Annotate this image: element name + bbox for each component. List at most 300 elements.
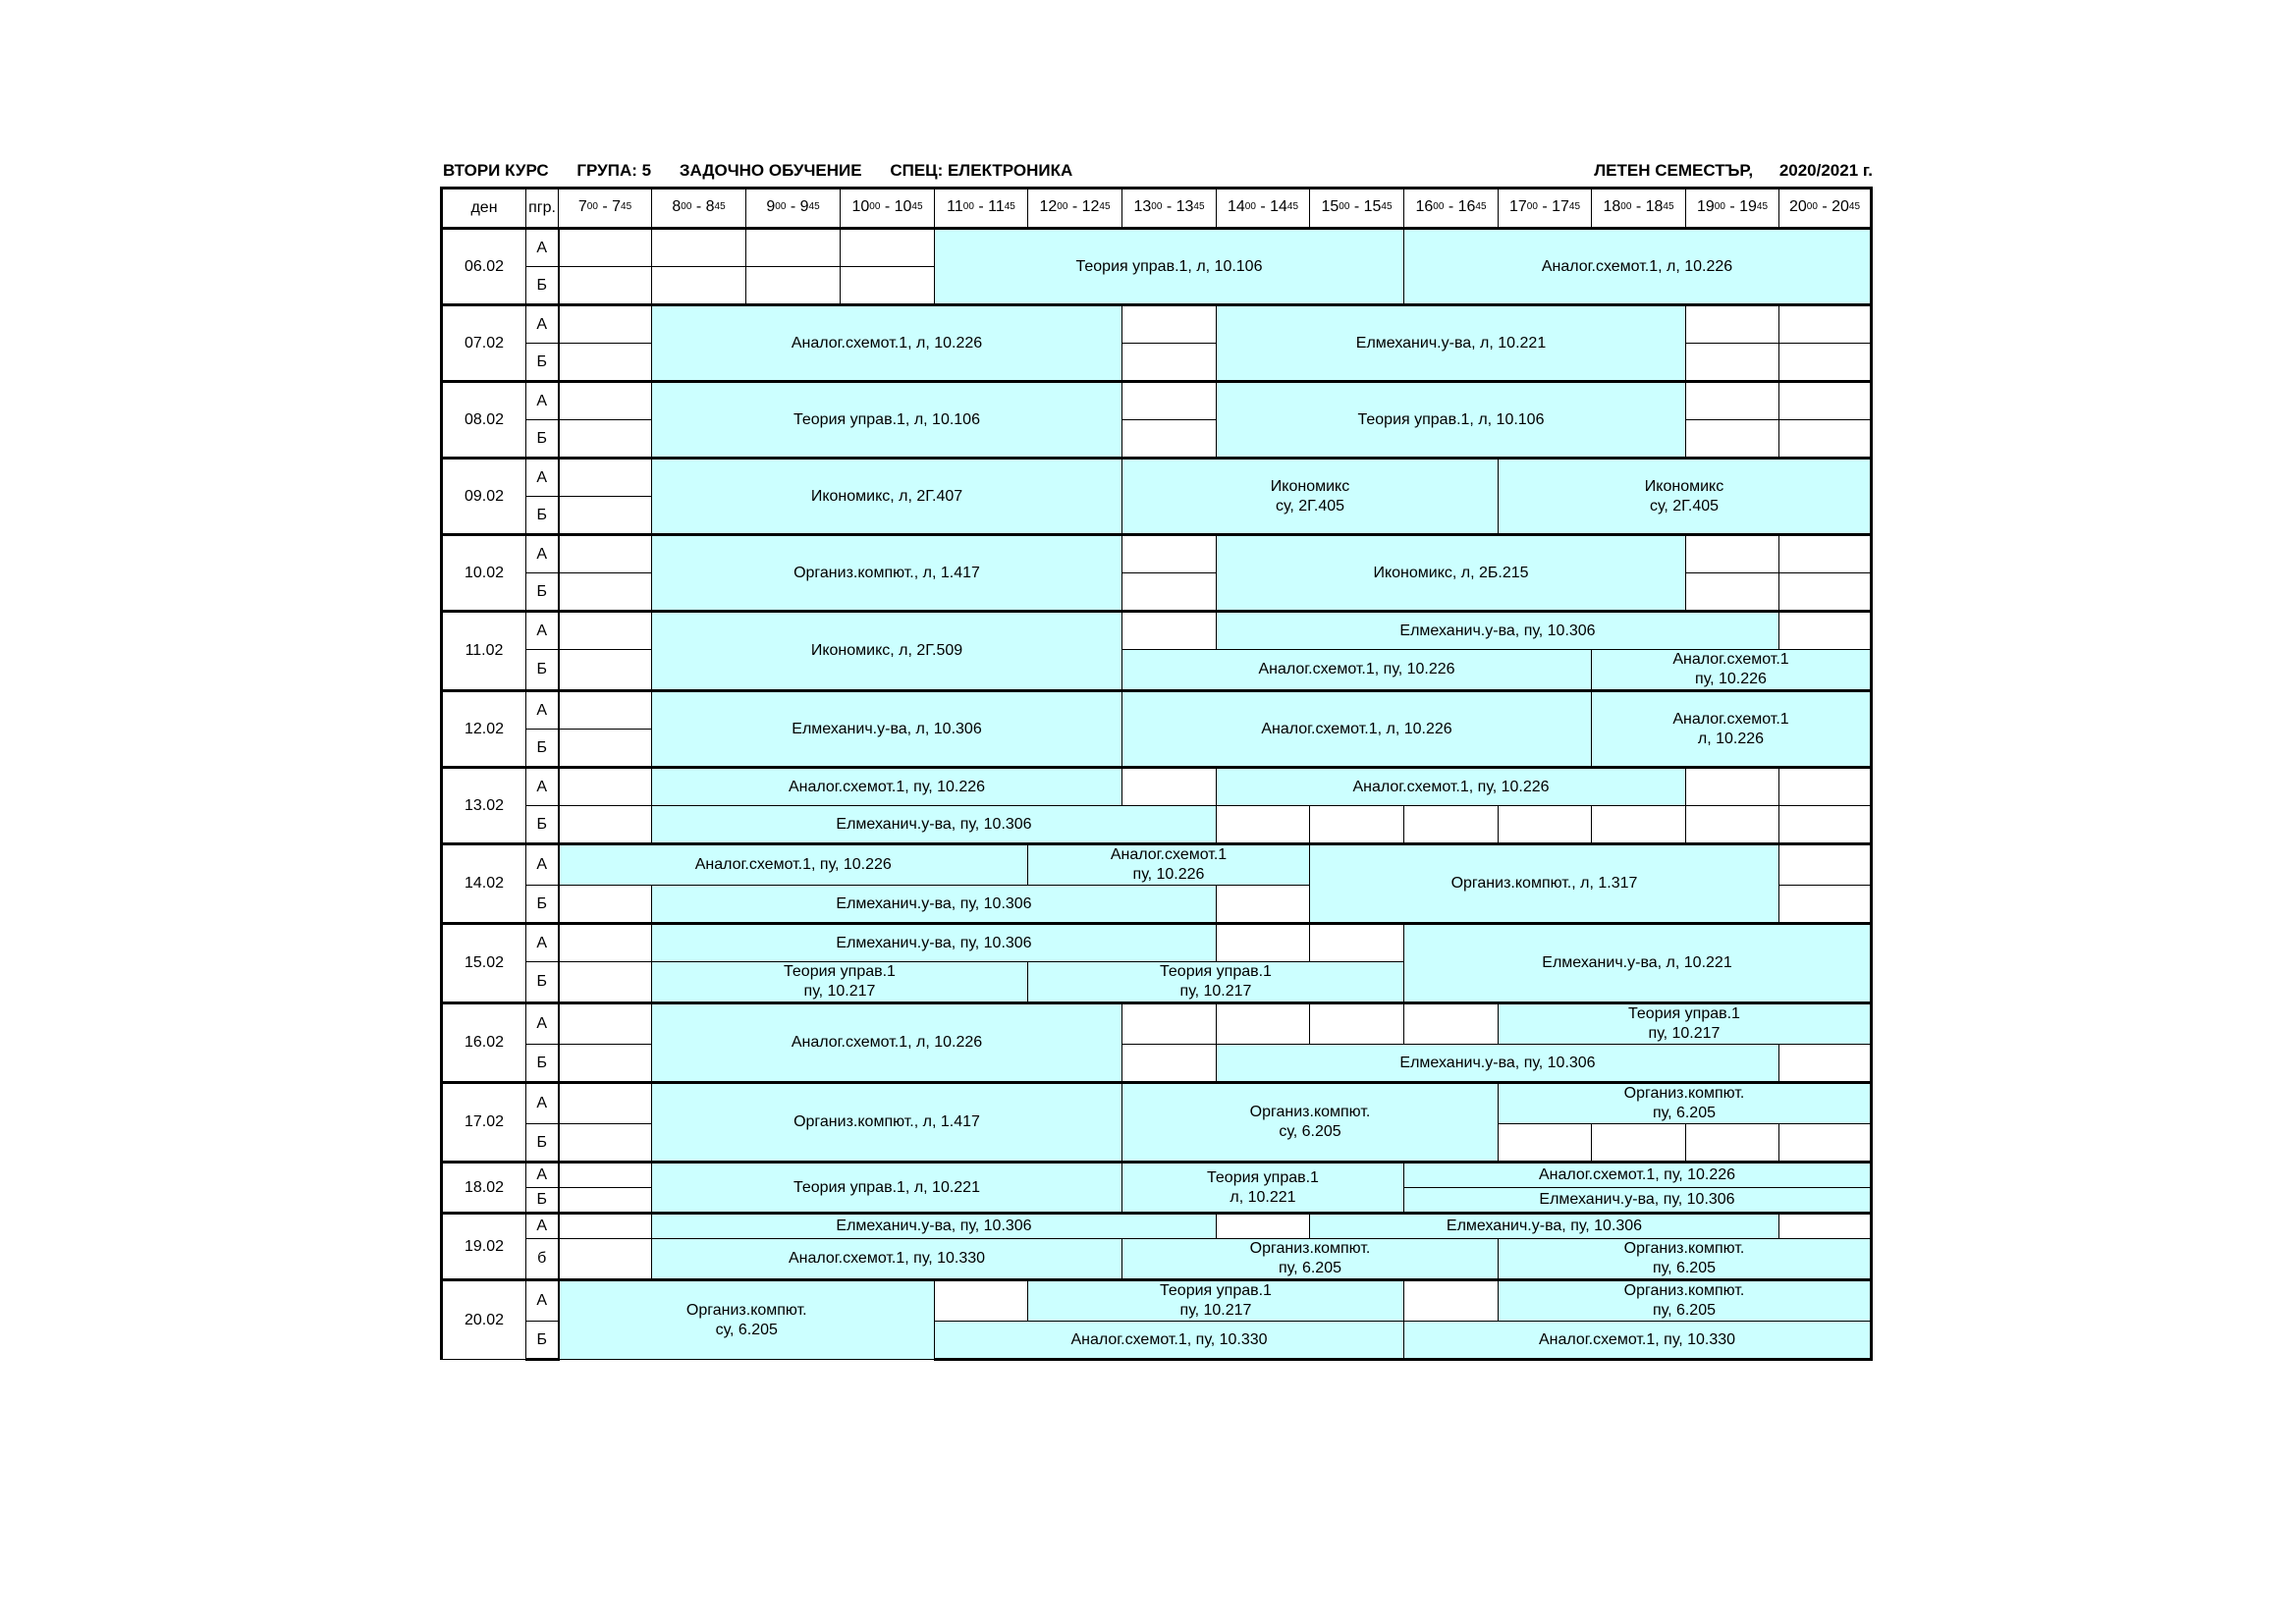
- time-minute: 00: [1714, 201, 1725, 212]
- event-room: л, 10.226: [1697, 730, 1765, 747]
- event-title: Организ.компют.: [685, 1301, 807, 1319]
- specialty-label: СПЕЦ: ЕЛЕКТРОНИКА: [890, 161, 1073, 180]
- event-title: Теория управ.1: [784, 963, 896, 980]
- empty-slot: [559, 267, 652, 305]
- time-minute: 00: [1057, 201, 1068, 212]
- empty-slot: [559, 612, 652, 650]
- time-separator: -: [1817, 198, 1832, 215]
- time-hour: 7: [577, 198, 587, 215]
- empty-slot: [1779, 305, 1872, 344]
- class-event: [652, 806, 1217, 844]
- empty-slot: [1779, 806, 1872, 844]
- subgroup-label: Б: [526, 1124, 559, 1163]
- time-minute: 45: [1568, 201, 1581, 212]
- day-date: 10.02: [442, 535, 526, 612]
- time-minute: 00: [1526, 201, 1538, 212]
- time-hour: 16: [1457, 198, 1476, 215]
- event-room: су, 6.205: [715, 1321, 778, 1338]
- empty-slot: [1779, 768, 1872, 806]
- empty-slot: [559, 1214, 652, 1239]
- time-hour: 20: [1788, 198, 1807, 215]
- empty-slot: [652, 229, 746, 267]
- day-date: 11.02: [442, 612, 526, 691]
- day-date: 17.02: [442, 1083, 526, 1163]
- subgroup-label: б: [526, 1239, 559, 1280]
- event-title: Елмеханич.у-ва, пу, 10.306: [1399, 622, 1596, 639]
- empty-slot: [559, 1003, 652, 1045]
- empty-slot: [1779, 344, 1872, 382]
- time-minute: 45: [911, 201, 923, 212]
- time-slot-header: [559, 189, 652, 229]
- time-hour: 11: [988, 198, 1005, 215]
- subgroup-column-header: пгр.: [526, 189, 559, 229]
- event-title: Елмеханич.у-ва, пу, 10.306: [1446, 1218, 1643, 1234]
- empty-slot: [1122, 573, 1217, 612]
- subgroup-label: А: [526, 691, 559, 730]
- time-hour: 13: [1133, 198, 1152, 215]
- class-event: [1217, 535, 1686, 612]
- day-row-a: [442, 691, 1872, 730]
- day-row-a: [442, 1003, 1872, 1045]
- event-title: Организ.компют.: [1249, 1240, 1371, 1257]
- event-title: Икономикс, л, 2Г.509: [810, 642, 963, 659]
- event-title: Аналог.схемот.1, пу, 10.226: [1352, 778, 1550, 795]
- event-title: Аналог.схемот.1, л, 10.226: [791, 334, 983, 352]
- header-right: [1572, 161, 1873, 181]
- time-minute: 45: [1663, 201, 1674, 212]
- empty-slot: [1779, 844, 1872, 886]
- event-title: Икономикс, л, 2Б.215: [1373, 564, 1529, 581]
- empty-slot: [559, 730, 652, 768]
- time-separator: -: [1444, 198, 1458, 215]
- class-event: [1122, 459, 1499, 535]
- time-hour: 19: [1739, 198, 1757, 215]
- empty-slot: [559, 924, 652, 962]
- class-event: [1122, 1163, 1404, 1214]
- empty-slot: [1122, 305, 1217, 344]
- class-event: [1217, 768, 1686, 806]
- semester-label: ЛЕТЕН СЕМЕСТЪР,: [1594, 161, 1754, 180]
- time-minute: 45: [1004, 201, 1015, 212]
- empty-slot: [559, 344, 652, 382]
- subgroup-label: Б: [526, 344, 559, 382]
- event-title: Теория управ.1, л, 10.221: [793, 1178, 980, 1196]
- subgroup-label: А: [526, 844, 559, 886]
- day-date: 20.02: [442, 1280, 526, 1360]
- class-event: [1499, 1003, 1872, 1045]
- time-minute: 45: [621, 201, 632, 212]
- event-room: пу, 10.217: [1648, 1025, 1721, 1042]
- day-date: 06.02: [442, 229, 526, 305]
- subgroup-label: Б: [526, 886, 559, 924]
- day-date: 07.02: [442, 305, 526, 382]
- subgroup-label: А: [526, 535, 559, 573]
- day-row-a: [442, 612, 1872, 650]
- empty-slot: [1779, 612, 1872, 650]
- time-minute: 00: [681, 201, 692, 212]
- time-hour: 11: [947, 198, 963, 215]
- day-date: 18.02: [442, 1163, 526, 1214]
- subgroup-label: Б: [526, 420, 559, 459]
- class-event: [1499, 1239, 1872, 1280]
- empty-slot: [559, 573, 652, 612]
- event-title: Теория управ.1: [1160, 963, 1272, 980]
- empty-slot: [1686, 806, 1779, 844]
- class-event: [652, 1239, 1122, 1280]
- event-title: Аналог.схемот.1, пу, 10.330: [1538, 1330, 1736, 1348]
- time-slot-header: [1217, 189, 1310, 229]
- event-room: пу, 10.217: [803, 983, 876, 1000]
- event-title: Аналог.схемот.1, пу, 10.226: [1538, 1166, 1736, 1183]
- event-title: Икономикс: [1270, 477, 1350, 495]
- day-date: 08.02: [442, 382, 526, 459]
- event-room: су, 2Г.405: [1275, 497, 1345, 514]
- empty-slot: [1686, 305, 1779, 344]
- event-title: Елмеханич.у-ва, л, 10.306: [792, 720, 982, 737]
- time-hour: 16: [1415, 198, 1434, 215]
- empty-slot: [1217, 924, 1310, 962]
- event-title: Теория управ.1: [1207, 1168, 1319, 1186]
- empty-slot: [1779, 382, 1872, 420]
- event-title: Теория управ.1: [1160, 1282, 1272, 1299]
- event-room: пу, 6.205: [1653, 1302, 1716, 1319]
- class-event: [652, 1214, 1217, 1239]
- day-row-a: [442, 305, 1872, 344]
- time-hour: 18: [1603, 198, 1621, 215]
- empty-slot: [1122, 535, 1217, 573]
- empty-slot: [1779, 1045, 1872, 1083]
- time-slot-header: [1028, 189, 1122, 229]
- class-event: [1122, 1239, 1499, 1280]
- class-event: [1217, 1045, 1779, 1083]
- empty-slot: [1122, 420, 1217, 459]
- time-slot-header: [1404, 189, 1499, 229]
- day-date: 16.02: [442, 1003, 526, 1083]
- empty-slot: [1404, 1003, 1499, 1045]
- study-mode-label: ЗАДОЧНО ОБУЧЕНИЕ: [679, 161, 862, 180]
- day-row-a: [442, 1214, 1872, 1239]
- time-hour: 9: [799, 198, 809, 215]
- empty-slot: [559, 886, 652, 924]
- time-separator: -: [973, 198, 989, 215]
- empty-slot: [559, 1045, 652, 1083]
- event-title: Елмеханич.у-ва, л, 10.221: [1355, 334, 1547, 352]
- time-hour: 17: [1552, 198, 1569, 215]
- empty-slot: [1779, 573, 1872, 612]
- subgroup-label: Б: [526, 1322, 559, 1360]
- day-row-a: [442, 229, 1872, 267]
- class-event: [652, 305, 1122, 382]
- subgroup-label: А: [526, 1163, 559, 1188]
- event-room: пу, 10.217: [1179, 1302, 1252, 1319]
- event-title: Аналог.схемот.1, л, 10.226: [791, 1034, 983, 1051]
- day-date: 19.02: [442, 1214, 526, 1280]
- event-title: Организ.компют.: [1249, 1104, 1371, 1120]
- empty-slot: [559, 768, 652, 806]
- empty-slot: [1122, 768, 1217, 806]
- empty-slot: [935, 1280, 1028, 1322]
- time-separator: -: [691, 198, 706, 215]
- day-date: 09.02: [442, 459, 526, 535]
- class-event: [652, 612, 1122, 691]
- group-label: ГРУПА: 5: [576, 161, 652, 180]
- empty-slot: [559, 305, 652, 344]
- empty-slot: [1686, 1124, 1779, 1163]
- event-room: пу, 6.205: [1279, 1260, 1341, 1276]
- time-hour: 18: [1645, 198, 1664, 215]
- event-title: Аналог.схемот.1, л, 10.226: [1541, 257, 1733, 275]
- time-minute: 45: [1099, 201, 1111, 212]
- day-row-a: [442, 1083, 1872, 1124]
- event-title: Елмеханич.у-ва, л, 10.221: [1542, 954, 1732, 971]
- event-title: Аналог.схемот.1, л, 10.226: [1261, 720, 1452, 737]
- subgroup-label: А: [526, 1003, 559, 1045]
- event-title: Аналог.схемот.1, пу, 10.226: [1258, 661, 1455, 677]
- day-date: 14.02: [442, 844, 526, 924]
- time-slot-header: [1592, 189, 1686, 229]
- event-title: Аналог.схемот.1: [1110, 846, 1228, 863]
- day-row-a: [442, 768, 1872, 806]
- day-row-a: [442, 924, 1872, 962]
- subgroup-label: А: [526, 612, 559, 650]
- time-minute: 00: [1244, 201, 1256, 212]
- event-title: Организ.компют.: [1623, 1282, 1745, 1299]
- empty-slot: [559, 382, 652, 420]
- class-event: [652, 1163, 1122, 1214]
- empty-slot: [1592, 806, 1686, 844]
- empty-slot: [559, 691, 652, 730]
- event-title: Аналог.схемот.1: [1672, 710, 1789, 728]
- subgroup-label: А: [526, 924, 559, 962]
- event-title: Теория управ.1, л, 10.106: [1075, 257, 1263, 275]
- empty-slot: [559, 962, 652, 1003]
- class-event: [1404, 1188, 1872, 1214]
- event-room: пу, 10.226: [1132, 866, 1205, 883]
- time-minute: 00: [1339, 201, 1350, 212]
- day-date: 13.02: [442, 768, 526, 844]
- empty-slot: [559, 1239, 652, 1280]
- event-title: Елмеханич.у-ва, пу, 10.306: [1539, 1191, 1735, 1208]
- event-title: Теория управ.1, л, 10.106: [793, 410, 980, 428]
- subgroup-label: Б: [526, 1188, 559, 1214]
- empty-slot: [559, 229, 652, 267]
- subgroup-label: А: [526, 459, 559, 497]
- day-row-a: [442, 459, 1872, 497]
- empty-slot: [1122, 1045, 1217, 1083]
- empty-slot: [1122, 344, 1217, 382]
- empty-slot: [1404, 1280, 1499, 1322]
- event-title: Елмеханич.у-ва, пу, 10.306: [836, 894, 1032, 912]
- empty-slot: [1310, 924, 1404, 962]
- empty-slot: [559, 806, 652, 844]
- time-separator: -: [1162, 198, 1176, 215]
- empty-slot: [1404, 806, 1499, 844]
- empty-slot: [559, 497, 652, 535]
- time-hour: 7: [612, 198, 622, 215]
- class-event: [652, 1083, 1122, 1163]
- class-event: [1404, 229, 1872, 305]
- class-event: [1499, 1280, 1872, 1322]
- class-event: [1217, 305, 1686, 382]
- empty-slot: [1779, 420, 1872, 459]
- empty-slot: [1499, 1124, 1592, 1163]
- event-title: Теория управ.1: [1628, 1005, 1740, 1022]
- subgroup-label: А: [526, 305, 559, 344]
- event-room: пу, 10.226: [1695, 671, 1767, 687]
- empty-slot: [746, 229, 841, 267]
- class-event: [1499, 459, 1872, 535]
- empty-slot: [1217, 886, 1310, 924]
- time-minute: 45: [1193, 201, 1205, 212]
- day-row-a: [442, 535, 1872, 573]
- time-minute: 45: [714, 201, 726, 212]
- day-row-a: [442, 844, 1872, 886]
- empty-slot: [746, 267, 841, 305]
- time-separator: -: [880, 198, 895, 215]
- day-date: 12.02: [442, 691, 526, 768]
- empty-slot: [1217, 806, 1310, 844]
- time-minute: 00: [586, 201, 598, 212]
- class-event: [652, 886, 1217, 924]
- empty-slot: [652, 267, 746, 305]
- class-event: [652, 691, 1122, 768]
- class-event: [652, 768, 1122, 806]
- time-slot-header: [1499, 189, 1592, 229]
- time-hour: 8: [672, 198, 682, 215]
- time-slot-header: [746, 189, 841, 229]
- time-slot-header: [1122, 189, 1217, 229]
- time-hour: 15: [1363, 198, 1382, 215]
- event-room: су, 2Г.405: [1649, 497, 1720, 514]
- subgroup-label: Б: [526, 806, 559, 844]
- subgroup-label: А: [526, 382, 559, 420]
- class-event: [1404, 1322, 1872, 1360]
- time-slot-header: [1779, 189, 1872, 229]
- class-event: [1028, 1280, 1404, 1322]
- schedule-header: [443, 161, 1873, 183]
- class-event: [1310, 844, 1779, 924]
- event-room: пу, 10.217: [1179, 983, 1252, 1000]
- time-hour: 10: [851, 198, 870, 215]
- empty-slot: [559, 1083, 652, 1124]
- day-row-a: [442, 1163, 1872, 1188]
- day-row-a: [442, 382, 1872, 420]
- class-event: [1592, 691, 1872, 768]
- time-hour: 15: [1321, 198, 1339, 215]
- event-room: пу, 6.205: [1653, 1260, 1716, 1276]
- event-title: Елмеханич.у-ва, пу, 10.306: [836, 934, 1032, 951]
- empty-slot: [559, 459, 652, 497]
- empty-slot: [1686, 535, 1779, 573]
- class-event: [652, 459, 1122, 535]
- empty-slot: [841, 229, 935, 267]
- subgroup-label: Б: [526, 497, 559, 535]
- empty-slot: [559, 1163, 652, 1188]
- time-minute: 45: [1756, 201, 1769, 212]
- time-hour: 14: [1270, 198, 1287, 215]
- class-event: [935, 229, 1404, 305]
- empty-slot: [1686, 573, 1779, 612]
- empty-slot: [1779, 535, 1872, 573]
- time-hour: 9: [766, 198, 776, 215]
- time-separator: -: [1724, 198, 1740, 215]
- event-title: Елмеханич.у-ва, пу, 10.306: [836, 815, 1032, 833]
- empty-slot: [1779, 1214, 1872, 1239]
- event-title: Организ.компют., л, 1.417: [793, 564, 980, 581]
- time-minute: 45: [808, 201, 820, 212]
- time-minute: 00: [1620, 201, 1632, 212]
- event-title: Организ.компют.: [1623, 1240, 1745, 1257]
- time-minute: 00: [869, 201, 881, 212]
- time-separator: -: [1349, 198, 1364, 215]
- empty-slot: [559, 650, 652, 691]
- subgroup-label: Б: [526, 1045, 559, 1083]
- class-event: [1122, 650, 1592, 691]
- empty-slot: [1499, 806, 1592, 844]
- time-separator: -: [1255, 198, 1271, 215]
- time-minute: 45: [1286, 201, 1299, 212]
- empty-slot: [1122, 612, 1217, 650]
- time-slot-header: [652, 189, 746, 229]
- event-title: Елмеханич.у-ва, пу, 10.306: [1399, 1054, 1596, 1071]
- time-hour: 12: [1039, 198, 1058, 215]
- empty-slot: [1122, 1003, 1217, 1045]
- subgroup-label: Б: [526, 267, 559, 305]
- empty-slot: [1686, 344, 1779, 382]
- event-title: Аналог.схемот.1, пу, 10.226: [788, 778, 986, 795]
- time-minute: 45: [1475, 201, 1487, 212]
- time-hour: 20: [1831, 198, 1849, 215]
- subgroup-label: А: [526, 1083, 559, 1124]
- event-title: Елмеханич.у-ва, пу, 10.306: [836, 1218, 1032, 1234]
- schedule-table: [440, 187, 1873, 1361]
- time-hour: 14: [1227, 198, 1245, 215]
- time-minute: 00: [775, 201, 787, 212]
- class-event: [1122, 1083, 1499, 1163]
- event-title: Аналог.схемот.1, пу, 10.330: [1070, 1330, 1268, 1348]
- class-event: [652, 962, 1028, 1003]
- time-minute: 00: [1151, 201, 1163, 212]
- empty-slot: [1592, 1124, 1686, 1163]
- empty-slot: [1686, 420, 1779, 459]
- empty-slot: [841, 267, 935, 305]
- year-label: 2020/2021 г.: [1778, 161, 1873, 180]
- subgroup-label: А: [526, 768, 559, 806]
- event-room: пу, 6.205: [1653, 1105, 1716, 1121]
- time-separator: -: [597, 198, 613, 215]
- subgroup-label: А: [526, 1214, 559, 1239]
- course-label: ВТОРИ КУРС: [443, 161, 549, 180]
- day-column-header: ден: [442, 189, 526, 229]
- class-event: [652, 535, 1122, 612]
- empty-slot: [559, 1124, 652, 1163]
- event-room: л, 10.221: [1230, 1188, 1296, 1206]
- class-event: [559, 1280, 935, 1360]
- class-event: [1122, 691, 1592, 768]
- time-slot-header: [935, 189, 1028, 229]
- time-hour: 12: [1081, 198, 1100, 215]
- empty-slot: [1779, 1124, 1872, 1163]
- class-event: [652, 924, 1217, 962]
- event-room: су, 6.205: [1279, 1123, 1341, 1140]
- day-date: 15.02: [442, 924, 526, 1003]
- event-title: Теория управ.1, л, 10.106: [1357, 410, 1545, 428]
- empty-slot: [559, 1188, 652, 1214]
- event-title: Организ.компют.: [1623, 1085, 1745, 1102]
- class-event: [1028, 962, 1404, 1003]
- time-separator: -: [1067, 198, 1082, 215]
- class-event: [1404, 924, 1872, 1003]
